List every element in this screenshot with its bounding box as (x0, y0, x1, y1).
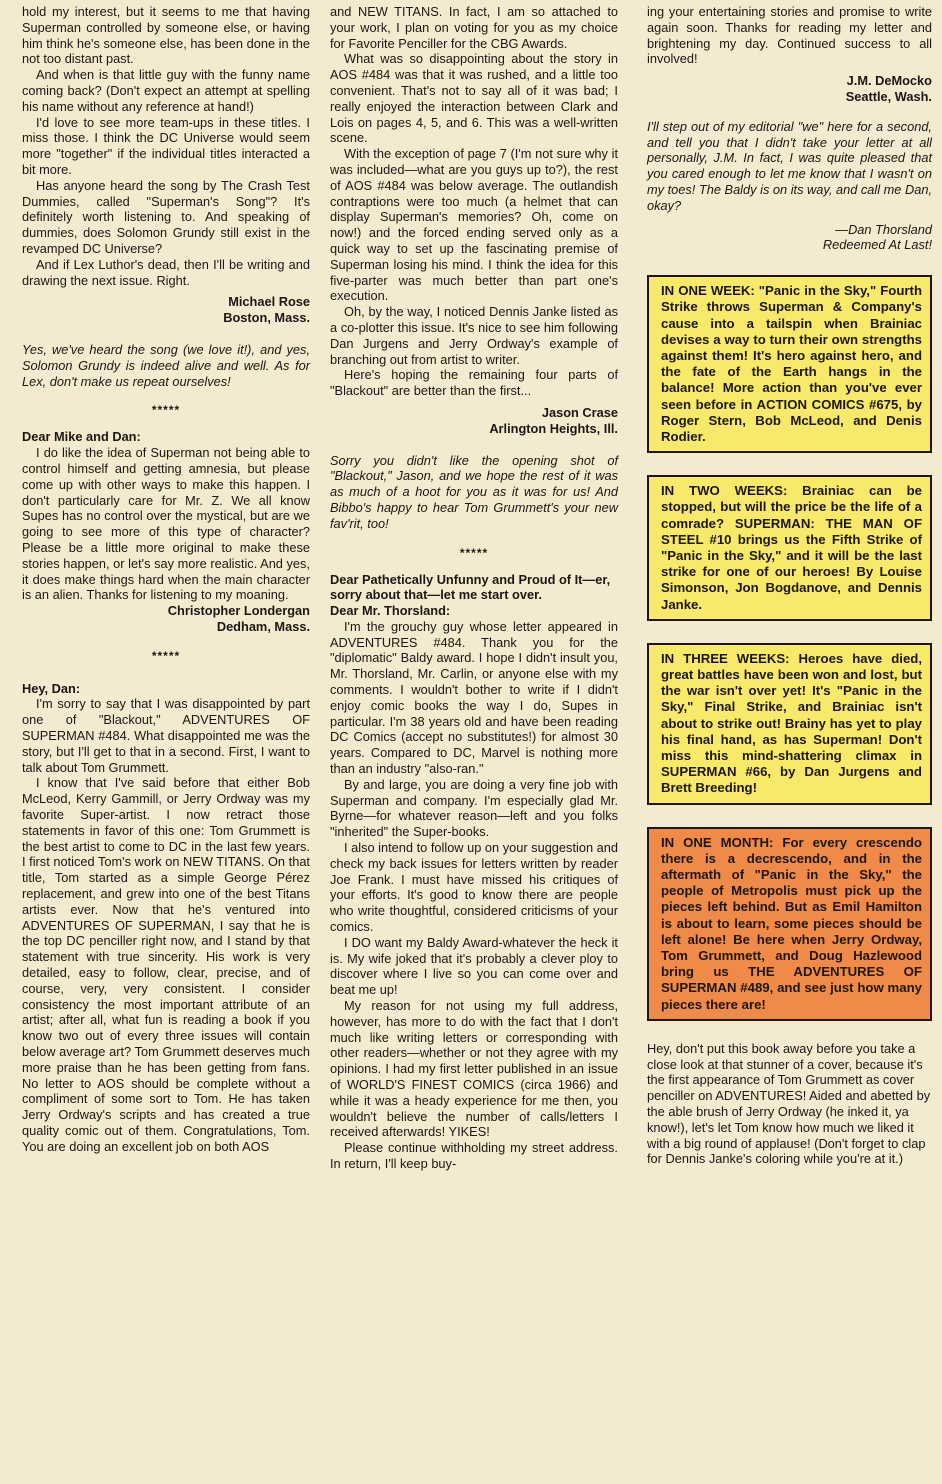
letter-salutation: Dear Pathetically Unfunny and Proud of It—er, sorry about that—let me start over. (330, 571, 611, 603)
letter-paragraph: I do like the idea of Superman not being able to control himself and getting amnesia, but please come up with other ways to make this happen. I don't particularly care for Mr. Z. We all know Supes has no control over the mystical, but are we going to see more of this type of character? Please be a little more original to make these stories happen, or let's say more realistic. And yes, it does make things hard when the main character is an alien. Thanks for listening to my moaning. (22, 445, 310, 603)
letter-salutation: Dear Mr. Thorsland: (330, 603, 451, 619)
letter-paragraph: My reason for not using my full address, however, has more to do with the fact that I don't much like writing letters or corresponding with other readers—whether or not they agree with my opinions. I had my first letter published in an issue of WORLD'S FINEST COMICS (circa 1966) and while it was a heady experience for me then, you wouldn't believe the number of calls/letters I received afterwards! YIKES! (330, 998, 618, 1140)
letter-paragraph: I DO want my Baldy Award-whatever the heck it is. My wife joked that it's probably a clever ploy to discover where I live so you can come over and beat me up! (330, 934, 618, 998)
editor-reply: Sorry you didn't like the opening shot of "Blackout," Jason, and we hope the rest of it was as much of a hoot for you as it was for us! And Bibbo's happy to hear Tom Grummett's your new fav'rit, too! (330, 452, 618, 531)
letter-signature (22, 294, 310, 326)
letter-salutation: Dear Mike and Dan: (22, 429, 141, 445)
section-divider: ***** (151, 648, 181, 663)
letter-salutation: Hey, Dan: (22, 680, 81, 696)
letter-paragraph: Oh, by the way, I noticed Dennis Janke listed as a co-plotter this issue. It's nice to see him following Dan Jurgens and Jerry Ordway's example of branching out from artist to writer. (330, 304, 618, 367)
letter-paragraph: I know that I've said before that either Bob McLeod, Kerry Gammill, or Jerry Ordway was my favorite Super-artist. I now retract those statements in favor of this one: Tom Grummett is the best artist to come to DC in the last few years. I first noticed Tom's work on NEW TITANS. On that title, Tom started as a simple George Pérez replacement, and grew into one of the best Titans artists ever. Now that he's ventured into ADVENTURES OF SUPERMAN, I say that he is the top DC penciller right now, and I stand by that statement with true sincerity. His work is very detailed, easy to follow, clear, precise, and of course, very, very consistent. I consider consistency the most important attribute of an artist; after all, what fun is reading a book if you know two out of every three issues will contain below average art? Tom Grummett deserves much more praise than he has been getting from fans. No letter to AOS should be complete without a compliment of some sort to Tom. He has taken Jerry Ordway's scripts and has created a true quality comic out of them. Congratulations, Tom. You are doing an excellent job on both AOS (22, 775, 310, 1154)
letter-signature (22, 603, 310, 635)
signature-name: J.M. DeMocko (846, 73, 932, 89)
section-divider: ***** (459, 545, 489, 560)
section-divider: ***** (151, 403, 181, 418)
signature-place: Dedham, Mass. (216, 618, 310, 634)
letter-paragraph: hold my interest, but it seems to me that having Superman controlled by someone else, or having him think he's someone else, has been done in the not too distant past. (22, 4, 310, 67)
letter-paragraph: What was so disappointing about the story in AOS #484 was that it was rushed, and a little too convenient. That's not to say all of it was bad; I really enjoyed the interaction between Clark and Lois on pages 4, 5, and 6. This was a well-written scene. (330, 51, 618, 146)
letter-paragraph: Here's hoping the remaining four parts of "Blackout" are better than the first... (330, 367, 618, 399)
signature-name: Michael Rose (228, 294, 310, 310)
letter-paragraph: And if Lex Luthor's dead, then I'll be writing and drawing the next issue. Right. (22, 256, 310, 288)
editor-reply: I'll step out of my editorial "we" here for a second, and tell you that I didn't take your letter at all personally, J.M. In fact, I was quite pleased that you cared enough to let me know that I wasn't on my toes! The Baldy is on its way, and call me Dan, okay? (647, 118, 932, 213)
letter-paragraph: I also intend to follow up on your suggestion and check my back issues for letters written by reader Joe Frank. I must have missed his critiques of your efforts. It's good to know there are people who write thoughtful, considered criticisms of your comics. (330, 840, 618, 935)
one-month-promo-box: IN ONE MONTH: For every crescendo there is a decrescendo, and in the aftermath of "Panic in the Sky," the people of Metropolis must pick up the pieces left behind. But as Emil Hamilton is about to learn, some pieces should be left alone! Be here when Jerry Ordway, Tom Grummett, and Doug Hazlewood bring us THE ADVENTURES OF SUPERMAN #489, and see just how many pieces there are! (647, 827, 932, 1021)
closing-paragraph: Hey, don't put this book away before you take a close look at that stunner of a cover, because it's the first appearance of Tom Grummett as cover penciller on ADVENTURES! Aided and abetted by the able brush of Jerry Ordway (he inked it, ya know!), let's let Tom know how much we liked it with a big round of applause! (Don't forget to clap for Dennis Janke's coloring while you're at it.) (647, 1040, 931, 1167)
letter-paragraph: And when is that little guy with the funny name coming back? (Don't expect an attempt at spelling his name without any reference at hand!) (22, 67, 310, 114)
column-right (647, 4, 932, 1167)
signature-place: Arlington Heights, Ill. (489, 420, 618, 436)
editor-signature (647, 222, 932, 254)
three-weeks-promo-box: IN THREE WEEKS: Heroes have died, great battles have been won and lost, but the war isn't over yet! It's "Panic in the Sky," Final Strike, and Brainiac isn't about to strike out! Brainy has yet to play his final hand, as has Superman! Don't miss this mind-shattering climax in SUPERMAN #66, by Dan Jurgens and Brett Breeding! (647, 643, 932, 805)
editor-reply: Yes, we've heard the song (we love it!), and yes, Solomon Grundy is indeed alive and well. As for Lex, don't make us repeat ourselves! (22, 341, 310, 389)
letter-signature (330, 405, 618, 437)
letter-paragraph: I'd love to see more team-ups in these titles. I miss those. I think the DC Universe would seem more "together" if the individual titles interacted a bit more. (22, 114, 310, 177)
next-week-promo-box: IN ONE WEEK: "Panic in the Sky," Fourth Strike throws Superman & Company's cause into a tailspin when Brainiac devises a way to turn their own strengths against them! It's hero against hero, and the fate of the Earth hangs in the balance! More action than you've ever seen before in ACTION COMICS #675, by Roger Stern, Bob McLeod, and Denis Rodier. (647, 275, 932, 453)
letter-paragraph: Has anyone heard the song by The Crash Test Dummies, called "Superman's Song"? It's definitely worth listening to. And speaking of dummies, does Solomon Grundy still exist in the revamped DC Universe? (22, 177, 310, 256)
letter-signature (647, 73, 932, 105)
signature-name: Jason Crase (541, 404, 618, 420)
signature-name: Christopher Londergan (167, 603, 310, 619)
letter-paragraph: I'm the grouchy guy whose letter appeared in ADVENTURES #484. Thank you for the "diplomatic" Baldy award. I hope I didn't insult you, Mr. Thorsland, Mr. Carlin, or anyone else with my comments. I wouldn't bother to write if I didn't enjoy comic books the way I do, Supes in particular. I'm 38 years old and have been reading DC Comics (accept no substitutes!) for almost 30 years. Compared to DC, Marvel is nothing more than an industry "also-ran." (330, 618, 618, 777)
signature-place: Seattle, Wash. (845, 88, 932, 104)
letter-paragraph: and NEW TITANS. In fact, I am so attached to your work, I plan on voting for you as my choice for Favorite Penciller for the CBG Awards. (330, 4, 618, 51)
closing-note (647, 1041, 932, 1167)
two-weeks-promo-box: IN TWO WEEKS: Brainiac can be stopped, but will the price be the life of a comrade? SUPERMAN: THE MAN OF STEEL #10 brings us the Fifth Strike of "Panic in the Sky," and it will be the last strike for one of our heroes! By Louise Simonson, Jon Bogdanove, and Dennis Janke. (647, 475, 932, 621)
editor-name: —Dan Thorsland (835, 221, 932, 237)
editor-tagline: Redeemed At Last! (822, 237, 932, 253)
letter-paragraph: Please continue withholding my street address. In return, I'll keep buy- (330, 1140, 618, 1171)
letter-paragraph: With the exception of page 7 (I'm not sure why it was included—what are you guys up to?), the rest of AOS #484 was below average. The outlandish contraptions were too much (a helmet that can display Superman's memories? Oh, come on now!) and the forced ending served only as a quick way to set up the fascinating premise of Superman losing his mind. I think the idea for this five-parter was much better than part one's execution. (330, 146, 618, 304)
signature-place: Boston, Mass. (223, 310, 310, 326)
column-middle (330, 4, 618, 1172)
letter-paragraph: By and large, you are doing a very fine job with Superman and company. I'm especially glad Mr. Byrne—for whatever reason—left and you folks "inherited" the Super-books. (330, 776, 618, 840)
letter-paragraph: ing your entertaining stories and promise to write again soon. Thanks for reading my letter and brightening my day. Continued success to all involved! (647, 4, 932, 67)
column-left (22, 4, 310, 1155)
letter-paragraph: I'm sorry to say that I was disappointed by part one of "Blackout," ADVENTURES OF SUPERMAN #484. What disappointed me was the story, but I'll get to that in a second. First, I want to talk about Tom Grummett. (22, 696, 310, 775)
